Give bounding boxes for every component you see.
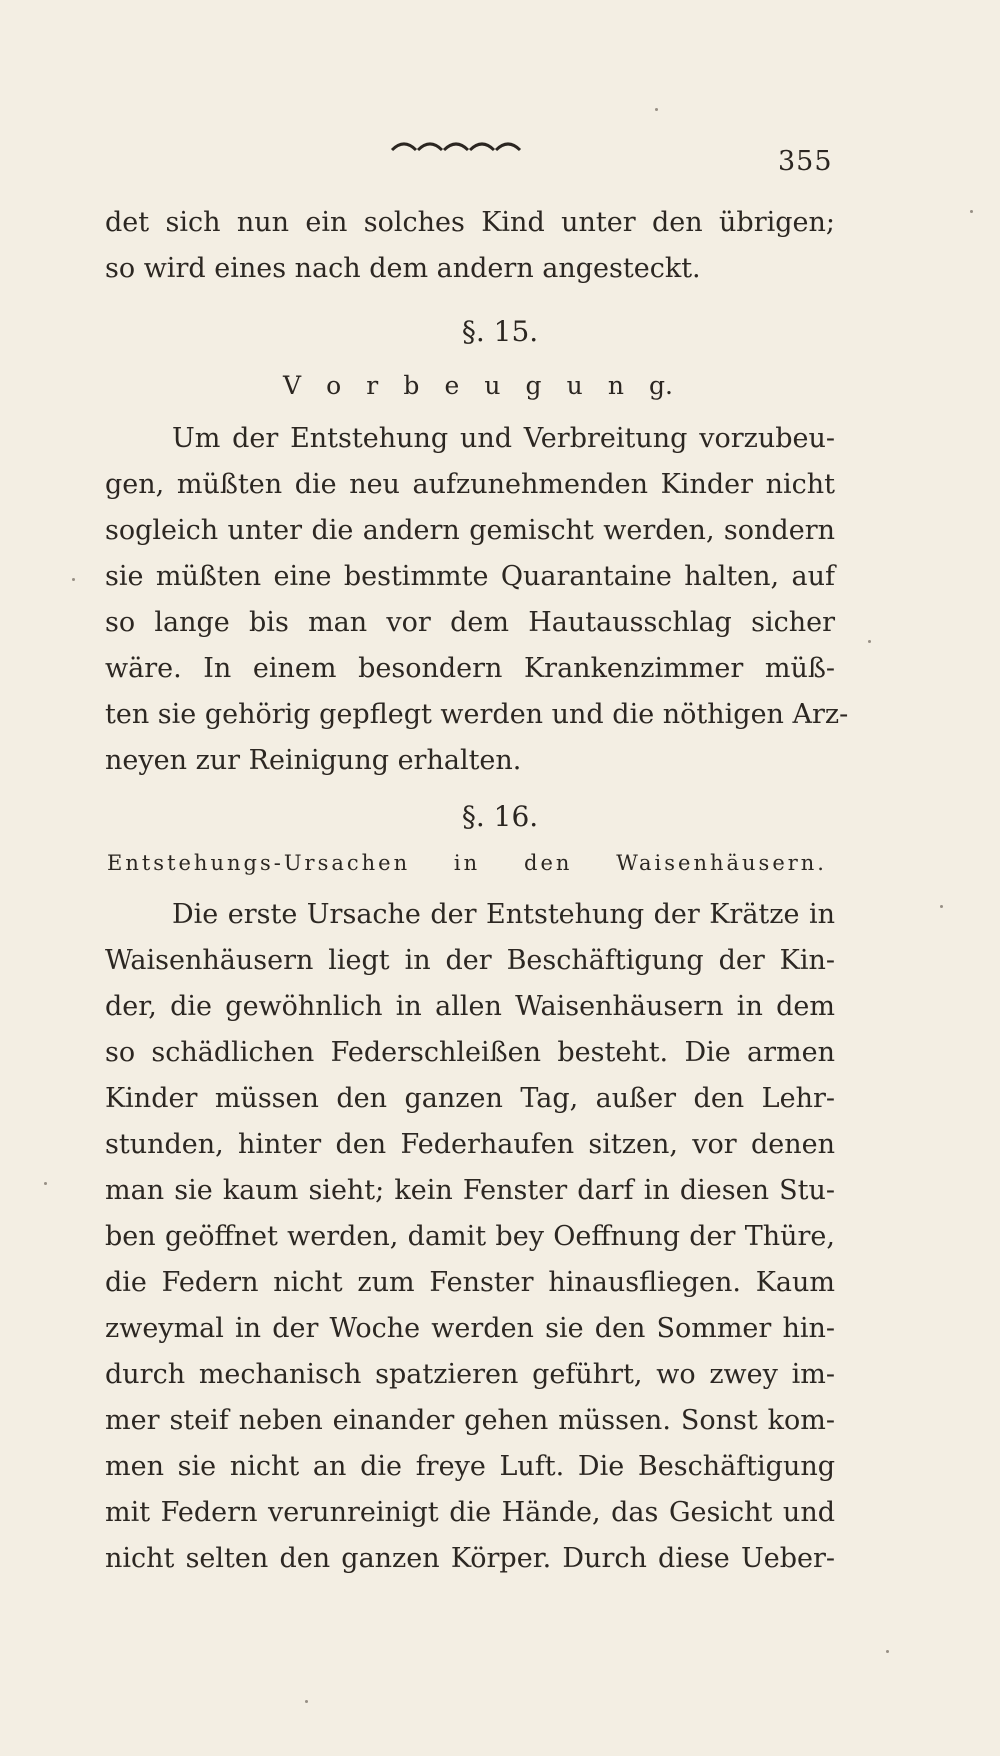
section-16-heading: Entstehungs-Ursachen in den Waisenhäusern. bbox=[107, 851, 827, 875]
section-16-line: Die erste Ursache der Entstehung der Krätze in bbox=[172, 899, 835, 930]
paper-speck bbox=[970, 210, 973, 213]
section-16-line: man sie kaum sieht; kein Fenster darf in diesen Stu- bbox=[105, 1175, 835, 1206]
section-16-line: men sie nicht an die freye Luft. Die Beschäftigung bbox=[105, 1451, 835, 1482]
section-16-line: so schädlichen Federschleißen besteht. Die armen bbox=[105, 1037, 835, 1068]
paper-speck bbox=[655, 108, 658, 111]
section-15-line: neyen zur Reinigung erhalten. bbox=[105, 745, 522, 776]
section-15-heading: V o r b e u g u n g. bbox=[283, 371, 673, 400]
section-15-line: wäre. In einem besondern Krankenzimmer müß- bbox=[105, 653, 835, 684]
section-16-line: mit Federn verunreinigt die Hände, das Gesicht und bbox=[105, 1497, 835, 1528]
paper-speck bbox=[305, 1700, 308, 1703]
section-15-line: gen, müßten die neu aufzunehmenden Kinder nicht bbox=[105, 469, 835, 500]
section-16-line: durch mechanisch spatzieren geführt, wo zwey im- bbox=[105, 1359, 835, 1390]
paper-speck bbox=[44, 1182, 47, 1185]
section-15-number: §. 15. bbox=[461, 315, 539, 348]
paper-speck bbox=[72, 578, 75, 581]
section-15-line: sie müßten eine bestimmte Quarantaine halten, auf bbox=[105, 561, 835, 592]
section-16-line: der, die gewöhnlich in allen Waisenhäusern in dem bbox=[105, 991, 835, 1022]
section-16-line: Kinder müssen den ganzen Tag, außer den Lehr- bbox=[105, 1083, 835, 1114]
paper-speck bbox=[886, 1650, 889, 1653]
section-15-line: ten sie gehörig gepflegt werden und die nöthigen Arz- bbox=[105, 699, 849, 730]
continuation-line: det sich nun ein solches Kind unter den übrigen; bbox=[105, 207, 835, 238]
section-16-number: §. 16. bbox=[461, 800, 539, 833]
section-15-line: so lange bis man vor dem Hautausschlag sicher bbox=[105, 607, 835, 638]
paper-speck bbox=[868, 640, 871, 643]
continuation-line: so wird eines nach dem andern angesteckt. bbox=[105, 253, 701, 284]
section-16-line: die Federn nicht zum Fenster hinausfliegen. Kaum bbox=[105, 1267, 835, 1298]
page-number: 355 bbox=[778, 146, 833, 177]
section-16-line: Waisenhäusern liegt in der Beschäftigung der Kin- bbox=[105, 945, 835, 976]
section-16-line: zweymal in der Woche werden sie den Sommer hin- bbox=[105, 1313, 835, 1344]
section-16-line: stunden, hinter den Federhaufen sitzen, vor denen bbox=[105, 1129, 835, 1160]
section-15-line: Um der Entstehung und Verbreitung vorzubeu- bbox=[172, 423, 835, 454]
section-15-line: sogleich unter die andern gemischt werden, sondern bbox=[105, 515, 835, 546]
section-16-line: nicht selten den ganzen Körper. Durch diese Ueber- bbox=[105, 1543, 835, 1574]
paper-speck bbox=[940, 905, 943, 908]
section-16-line: mer steif neben einander gehen müssen. Sonst kom- bbox=[105, 1405, 835, 1436]
section-16-line: ben geöffnet werden, damit bey Oeffnung der Thüre, bbox=[105, 1221, 835, 1252]
header-ornament bbox=[390, 138, 525, 158]
